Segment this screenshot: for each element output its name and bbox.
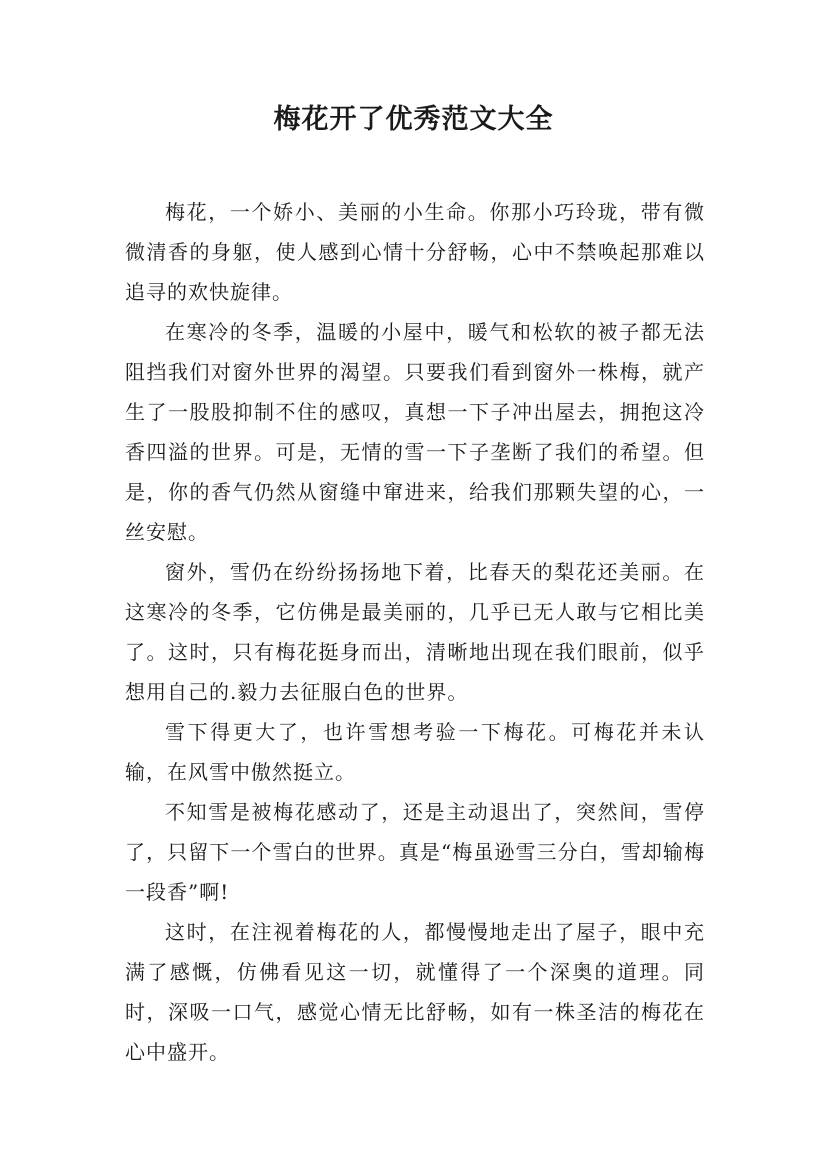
paragraph-6: 这时，在注视着梅花的人，都慢慢地走出了屋子，眼中充满了感慨，仿佛看见这一切，就懂得了一个深奥的道理。同时，深吸一口气，感觉心情无比舒畅，如有一株圣洁的梅花在心中盛开。 xyxy=(125,920,705,1064)
paragraph-5: 不知雪是被梅花感动了，还是主动退出了，突然间，雪停了，只留下一个雪白的世界。真是“梅虽逊雪三分白，雪却输梅一段香”啊! xyxy=(125,800,705,904)
document-body xyxy=(125,192,705,1072)
paragraph-2: 在寒冷的冬季，温暖的小屋中，暖气和松软的被子都无法阻挡我们对窗外世界的渴望。只要我们看到窗外一株梅，就产生了一股股抑制不住的感叹，真想一下子冲出屋去，拥抱这冷香四溢的世界。可是，无情的雪一下子垄断了我们的希望。但是，你的香气仍然从窗缝中窜进来，给我们那颗失望的心，一丝安慰。 xyxy=(125,320,705,544)
paragraph-3: 窗外，雪仍在纷纷扬扬地下着，比春天的梨花还美丽。在这寒冷的冬季，它仿佛是最美丽的，几乎已无人敢与它相比美了。这时，只有梅花挺身而出，清晰地出现在我们眼前，似乎想用自己的.毅力去征服白色的世界。 xyxy=(125,560,705,704)
paragraph-4: 雪下得更大了，也许雪想考验一下梅花。可梅花并未认输，在风雪中傲然挺立。 xyxy=(125,720,705,784)
paragraph-1: 梅花，一个娇小、美丽的小生命。你那小巧玲珑，带有微微清香的身躯，使人感到心情十分舒畅，心中不禁唤起那难以追寻的欢快旋律。 xyxy=(125,200,705,304)
document-title: 梅花开了优秀范文大全 xyxy=(273,104,554,135)
